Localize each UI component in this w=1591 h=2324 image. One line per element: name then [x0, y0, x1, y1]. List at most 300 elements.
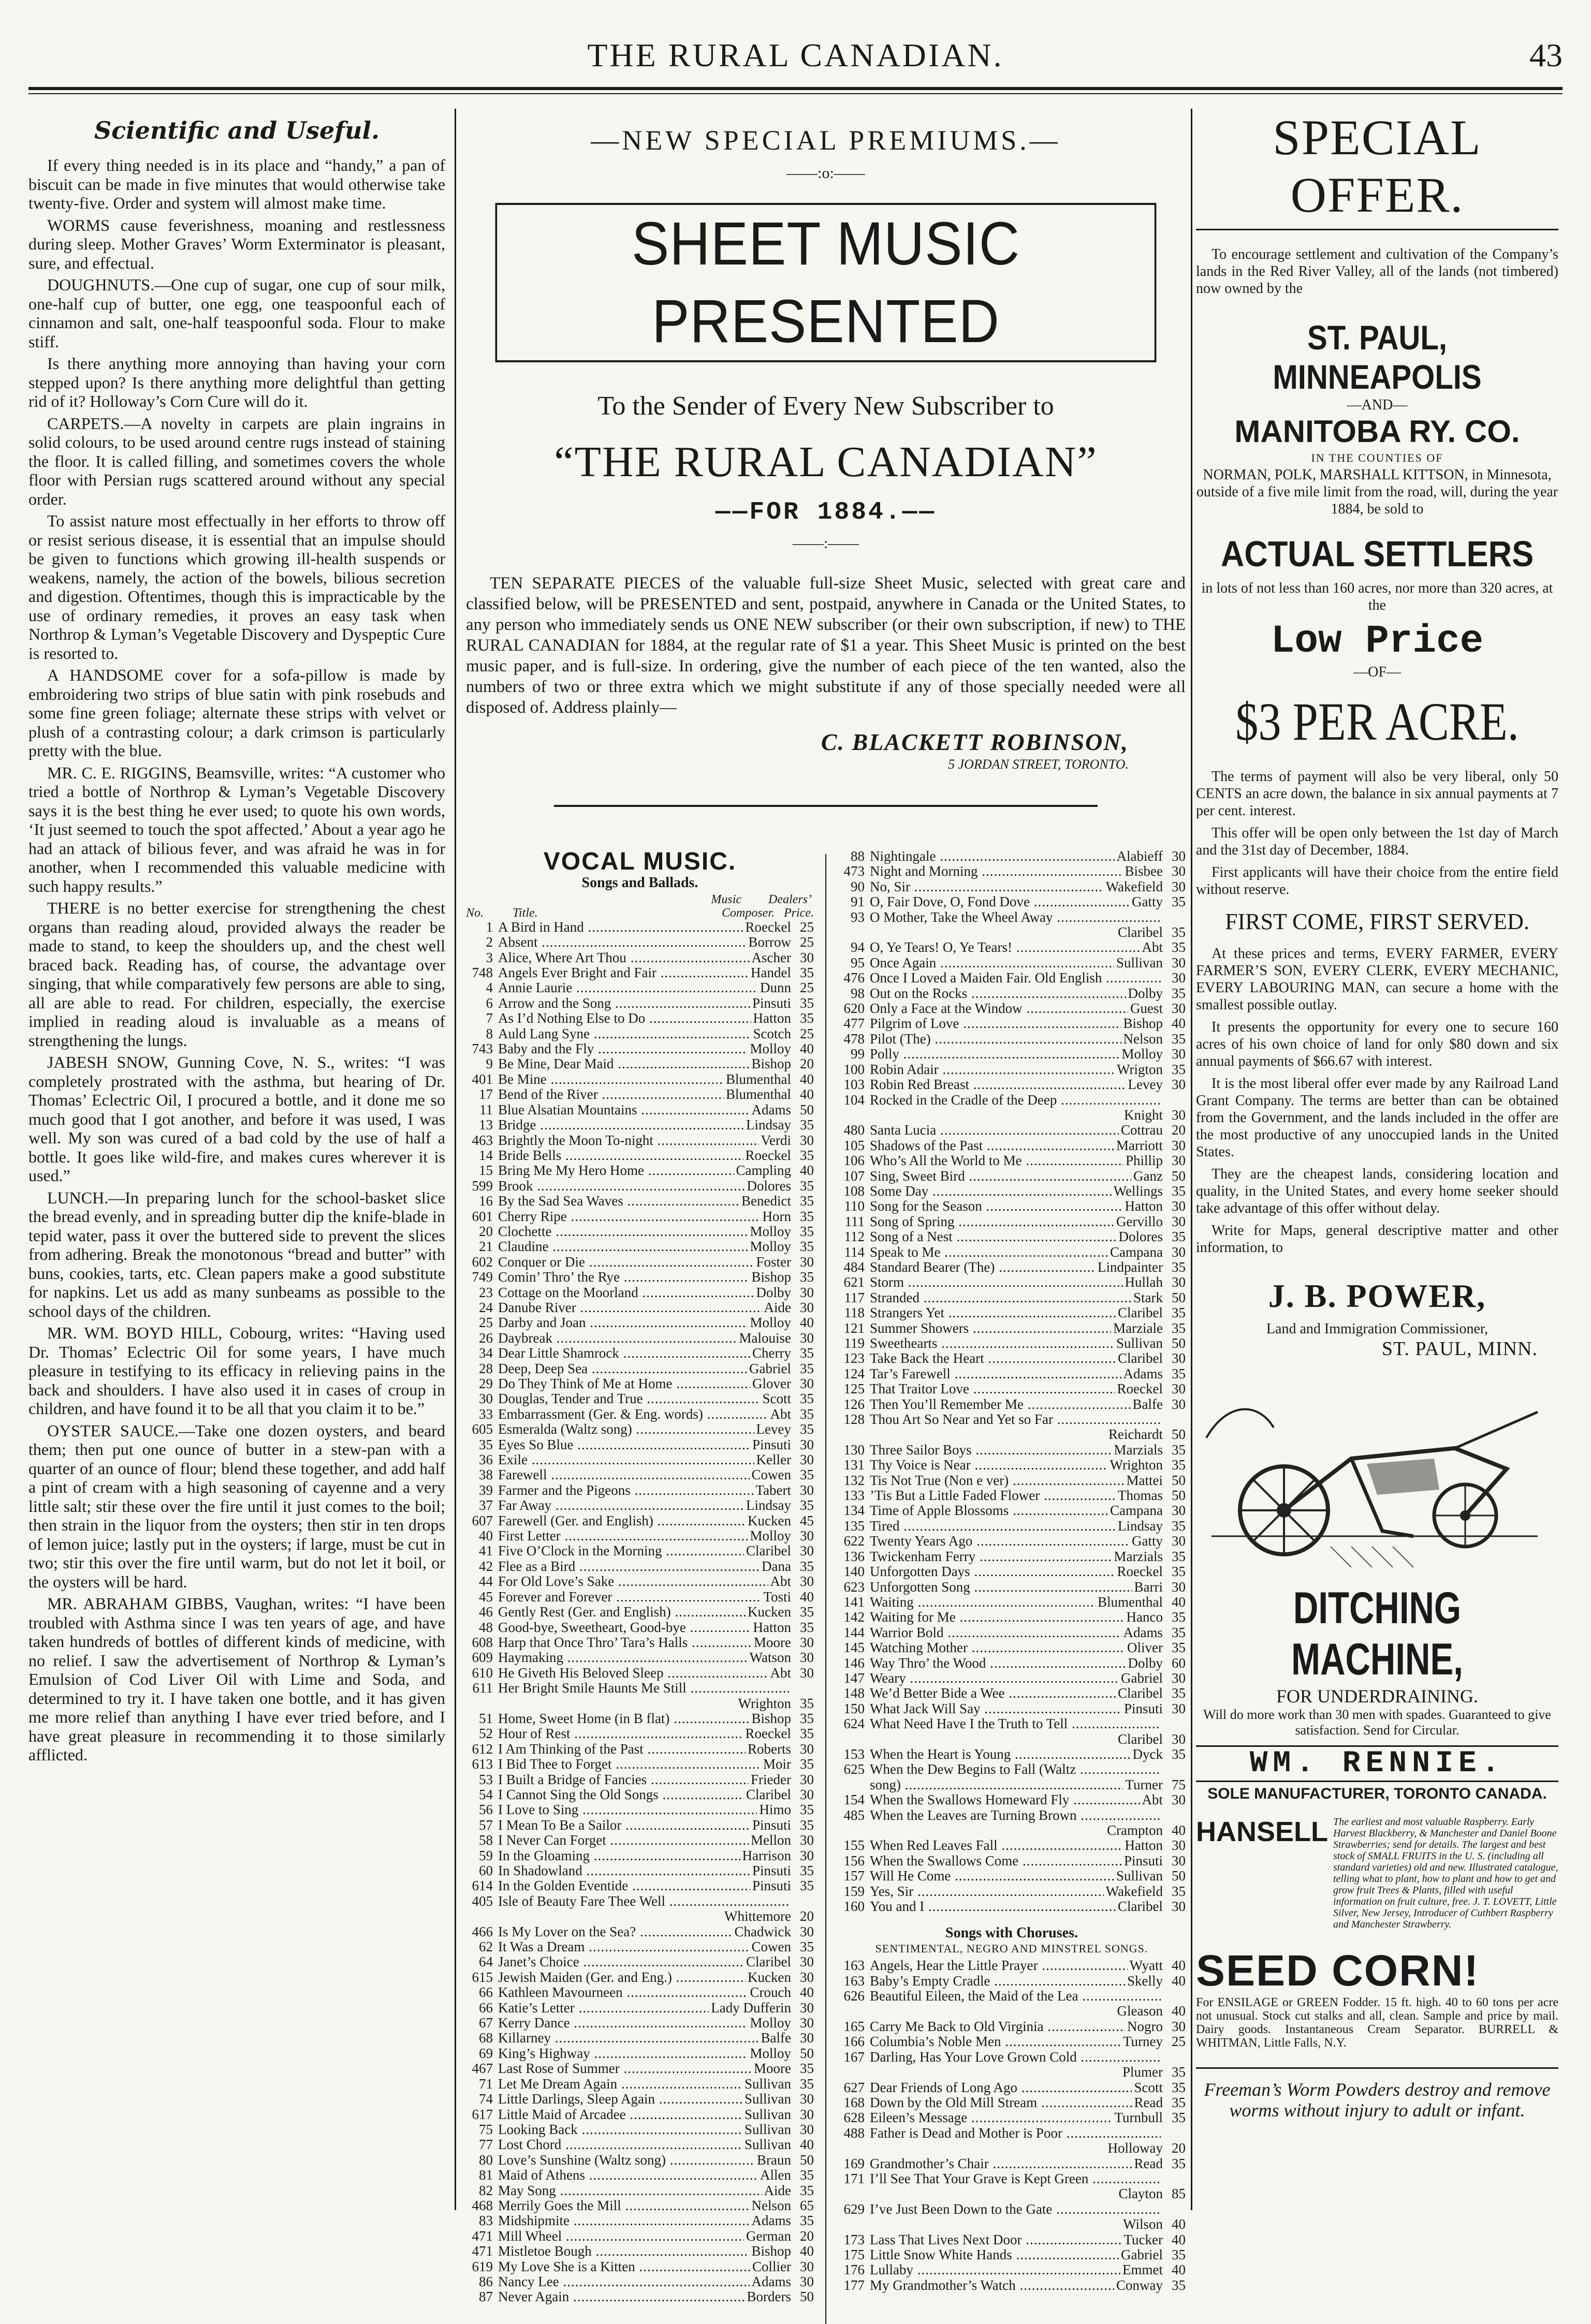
song-row	[838, 1884, 1186, 1899]
song-title: In the Gloaming .....	[498, 1848, 740, 1863]
song-title: Way Thro’ the Wood .....	[870, 1656, 1126, 1671]
song-composer: Himo	[757, 1802, 791, 1817]
song-row	[838, 1062, 1186, 1077]
song-composer: Hatton	[1123, 1838, 1163, 1853]
song-price: 35	[800, 1346, 814, 1361]
song-row	[838, 1671, 1186, 1686]
song-number: 37	[479, 1498, 493, 1513]
page-number: 43	[1529, 37, 1563, 73]
song-row	[466, 2183, 814, 2198]
song-price: 50	[1172, 1473, 1186, 1488]
song-number: 125	[843, 1381, 865, 1397]
song-row	[466, 1878, 814, 1893]
song-title: Midshipmite .....	[498, 2213, 750, 2228]
song-composer: Wrighton	[736, 1696, 791, 1711]
song-row	[466, 2001, 814, 2016]
song-number: 146	[843, 1655, 865, 1671]
song-price: 35	[800, 1757, 814, 1772]
song-title: Tis Not True (Non e ver) .....	[870, 1473, 1125, 1488]
song-row	[838, 1443, 1186, 1458]
song-number: 56	[479, 1802, 493, 1818]
song-row	[466, 1163, 814, 1178]
song-title: I Bid Thee to Forget .....	[498, 1757, 761, 1772]
song-title: Thy Voice is Near .....	[870, 1458, 1108, 1473]
song-row	[466, 1513, 814, 1528]
song-number: 150	[843, 1701, 865, 1716]
song-price: 30	[800, 2092, 814, 2107]
song-row	[466, 1285, 814, 1300]
song-price: 30	[1172, 1792, 1186, 1808]
song-price: 30	[800, 1787, 814, 1802]
song-row	[466, 1117, 814, 1132]
song-composer: Molloy	[748, 1528, 791, 1543]
song-number: 36	[479, 1452, 493, 1468]
song-title: Rocked in the Cradle of the Deep .....	[870, 1093, 1161, 1108]
song-number: 405	[472, 1893, 493, 1909]
song-title: Little Darlings, Sleep Again .....	[498, 2092, 742, 2107]
song-row	[838, 1732, 1186, 1747]
song-row	[466, 1650, 814, 1665]
song-row	[838, 1989, 1186, 2004]
song-title: When the Leaves are Turning Brown .....	[870, 1808, 1161, 1823]
song-title: Blue Alsatian Mountains .....	[498, 1102, 750, 1117]
song-number: 25	[479, 1315, 493, 1331]
song-number: 2	[486, 935, 493, 950]
song-number: 130	[843, 1442, 865, 1458]
song-price: 30	[1172, 1351, 1186, 1366]
song-number: 128	[843, 1412, 865, 1428]
song-number: 401	[472, 1071, 493, 1087]
song-number: 175	[843, 2247, 865, 2262]
song-number	[838, 1108, 870, 1123]
song-row	[838, 1958, 1186, 1973]
song-composer: Wrigton	[1115, 1062, 1163, 1077]
song-title: Forever and Forever .....	[498, 1590, 761, 1605]
song-row	[838, 2186, 1186, 2201]
song-list-right	[838, 849, 1186, 1914]
song-title: Flee as a Bird .....	[498, 1559, 760, 1574]
song-price: 35	[1172, 1031, 1186, 1047]
song-price: 30	[800, 1848, 814, 1863]
song-row	[466, 1422, 814, 1437]
song-row	[466, 2168, 814, 2183]
song-composer: Malouise	[737, 1331, 792, 1346]
song-number: 156	[843, 1853, 865, 1869]
song-composer: Benedict	[739, 1194, 791, 1209]
song-composer: Roeckel	[1115, 1564, 1163, 1579]
song-number: 7	[486, 1011, 493, 1026]
song-composer: Roeckel	[1115, 1381, 1163, 1396]
song-composer: Nelson	[750, 2198, 792, 2213]
song-row	[838, 2050, 1186, 2065]
song-price: 35	[1172, 1062, 1186, 1077]
song-number: 24	[479, 1300, 493, 1315]
song-price: 35	[800, 965, 814, 981]
song-title: Little Maid of Arcadee .....	[498, 2107, 742, 2122]
song-price: 30	[1172, 1503, 1186, 1519]
song-composer: Dolby	[754, 1285, 792, 1300]
song-title: Embarrassment (Ger. & Eng. words) .....	[498, 1407, 768, 1422]
song-number: 131	[843, 1458, 865, 1473]
song-price: 35	[1172, 1549, 1186, 1564]
song-number: 87	[479, 2289, 493, 2305]
vocal-heading: VOCAL MUSIC.	[543, 848, 737, 875]
song-number: 141	[843, 1594, 865, 1610]
song-number: 471	[472, 2228, 493, 2244]
song-title: Waiting for Me .....	[870, 1610, 1125, 1625]
song-composer: Molloy	[748, 1315, 791, 1330]
song-title: It Was a Dream .....	[498, 1939, 750, 1954]
song-row	[838, 1580, 1186, 1595]
song-row	[838, 1260, 1186, 1275]
song-title: Song of a Nest .....	[870, 1229, 1117, 1244]
song-number: 599	[472, 1178, 493, 1194]
song-title: Home, Sweet Home (in B flat) .....	[498, 1711, 749, 1726]
song-number: 16	[479, 1194, 493, 1209]
song-row	[466, 1848, 814, 1863]
song-composer: Abt	[768, 1407, 792, 1422]
song-row	[466, 1954, 814, 1969]
song-price: 50	[800, 2152, 814, 2168]
song-composer: Levey	[754, 1422, 791, 1437]
song-row	[466, 1970, 814, 1985]
song-number: 17	[479, 1087, 493, 1102]
song-row	[466, 1772, 814, 1787]
song-number: 95	[851, 955, 865, 970]
song-price: 30	[800, 1543, 814, 1559]
song-number	[838, 925, 870, 940]
song-title: Twickenham Ferry .....	[870, 1549, 1112, 1564]
song-row	[466, 1148, 814, 1163]
sole-manufacturer: SOLE MANUFACTURER, TORONTO CANADA.	[1207, 1785, 1547, 1802]
song-number	[838, 2217, 870, 2232]
song-title: Standard Bearer (The) .....	[870, 1260, 1096, 1275]
song-row	[838, 1701, 1186, 1716]
hansell-ad	[1196, 1816, 1558, 1930]
song-title: Beautiful Eileen, the Maid of the Lea .....	[870, 1989, 1161, 2004]
song-title: Nightingale .....	[870, 849, 1115, 864]
song-number: 71	[479, 2076, 493, 2092]
song-title: Do They Think of Me at Home .....	[498, 1376, 750, 1391]
song-row	[466, 2289, 814, 2304]
song-price	[791, 1894, 814, 1909]
song-number: 605	[472, 1422, 493, 1437]
song-row	[466, 1361, 814, 1376]
song-row	[466, 1391, 814, 1406]
song-title: A Bird in Hand .....	[498, 920, 743, 935]
song-title: No, Sir .....	[870, 879, 1104, 894]
prices-text: At these prices and terms, EVERY FARMER, EVERY FARMER’S SON, EVERY CLERK, EVERY MECHANIC, EVERY LABOURING MAN, can secure a home with the smallest possible outlay.	[1196, 946, 1558, 1013]
song-number: 614	[472, 1878, 493, 1894]
table-divider	[825, 854, 826, 2324]
song-composer: Hatton	[751, 1011, 792, 1026]
song-row	[466, 1102, 814, 1117]
song-number: 155	[843, 1838, 865, 1854]
song-title: Mistletoe Bough .....	[498, 2244, 749, 2259]
of-text: —OF—	[1353, 664, 1401, 680]
song-price: 35	[800, 1117, 814, 1133]
song-price: 35	[1172, 986, 1186, 1001]
song-composer: Molloy	[748, 2046, 791, 2061]
column-rule-left	[455, 109, 456, 2210]
song-price: 35	[1172, 2065, 1186, 2080]
song-row	[838, 1869, 1186, 1884]
song-title: Be Mine, Dear Maid .....	[498, 1056, 749, 1071]
song-number: 157	[843, 1869, 865, 1884]
song-title: What Need Have I the Truth to Tell .....	[870, 1716, 1161, 1731]
song-title: Lass That Lives Next Door .....	[870, 2232, 1121, 2247]
song-composer: Roeckel	[743, 1148, 791, 1163]
song-title: Baby and the Fly .....	[498, 1041, 748, 1056]
song-number: 123	[843, 1351, 865, 1366]
song-composer: Sullivan	[742, 2137, 791, 2152]
song-composer: Alabieff	[1115, 849, 1163, 864]
song-row	[838, 1001, 1186, 1016]
song-title: Time of Apple Blossoms .....	[870, 1503, 1108, 1518]
song-title: Tar’s Farewell .....	[870, 1366, 1121, 1381]
song-title: Darby and Joan .....	[498, 1315, 748, 1330]
song-row	[466, 1939, 814, 1954]
song-price: 30	[800, 1574, 814, 1590]
song-composer: Cherry	[750, 1346, 791, 1361]
song-title: Gently Rest (Ger. and English) .....	[498, 1605, 746, 1620]
song-title: Down by the Old Mill Stream .....	[870, 2095, 1132, 2110]
header-rule-thick	[28, 87, 1563, 90]
song-composer: Pinsuti	[1122, 1854, 1163, 1869]
song-composer: Sullivan	[1114, 1869, 1163, 1884]
song-row	[466, 1909, 814, 1924]
song-price: 35	[1172, 2247, 1186, 2262]
song-row	[466, 2137, 814, 2152]
song-title: When Red Leaves Fall .....	[870, 1838, 1123, 1853]
underdraining: FOR UNDERDRAINING.	[1276, 1686, 1478, 1707]
song-composer: Moore	[752, 2061, 791, 2076]
sheet-music-title: SHEET MUSIC PRESENTED	[495, 203, 1157, 362]
song-composer: Hatton	[751, 1620, 792, 1635]
song-composer: Roberts	[746, 1742, 791, 1757]
song-number: 466	[472, 1924, 493, 1939]
song-composer: Tucker	[1121, 2232, 1163, 2247]
song-title: Kerry Dance .....	[498, 2016, 748, 2031]
song-number: 100	[843, 1062, 865, 1077]
song-row	[838, 1366, 1186, 1381]
song-title: Weary .....	[870, 1671, 1119, 1686]
song-row	[838, 910, 1186, 925]
song-composer: Dolby	[1126, 1656, 1163, 1671]
song-number: 159	[843, 1884, 865, 1899]
song-row	[466, 965, 814, 980]
song-number: 82	[479, 2183, 493, 2198]
song-number: 29	[479, 1376, 493, 1391]
first-applicants: First applicants will have their choice from the entire field without reserve.	[1196, 864, 1558, 898]
song-row	[838, 1321, 1186, 1336]
song-title: Danube River .....	[498, 1300, 762, 1315]
song-composer: Conway	[1114, 2278, 1163, 2293]
song-composer: Wakefield	[1104, 1884, 1163, 1899]
song-price: 35	[800, 1605, 814, 1620]
song-price: 30	[1172, 1107, 1186, 1123]
song-title: By the Sad Sea Waves .....	[498, 1194, 739, 1209]
song-number: 34	[479, 1346, 493, 1361]
song-title: I’ve Just Been Down to the Gate .....	[870, 2202, 1161, 2217]
col-no: No.	[466, 906, 484, 920]
song-number: 39	[479, 1482, 493, 1498]
song-composer: Watson	[748, 1650, 791, 1665]
song-title: Who’s All the World to Me .....	[870, 1153, 1123, 1168]
song-price: 20	[800, 2228, 814, 2244]
song-number: 38	[479, 1467, 493, 1483]
song-row	[838, 1199, 1186, 1214]
song-number: 145	[843, 1640, 865, 1656]
song-title: Nancy Lee .....	[498, 2274, 750, 2289]
song-row	[838, 1473, 1186, 1488]
intro-text: To encourage settlement and cultivation of the Company’s lands in the Red River Valley, all of the lands (not timbered) now owned by the	[1196, 246, 1558, 297]
song-title: Lullaby .....	[870, 2262, 1120, 2277]
song-title: Hour of Rest .....	[498, 1726, 743, 1741]
song-price: 30	[800, 1741, 814, 1757]
song-number: 90	[851, 879, 865, 894]
song-number: 52	[479, 1726, 493, 1742]
article-paragraph: LUNCH.—In preparing lunch for the school-basket slice the bread evenly, and in spreading butter dip the knife-blade in tepid water, pass it over the buttered side to prevent the slices from adhering. Break the monotonous “bread and butter” with buns, cookies, tarts, etc. Clean papers make a good substitute for napkins. Let us add as many sunbeams as possible to the school days of the children.	[28, 1188, 445, 1320]
song-price: 20	[800, 1909, 814, 1924]
song-title: When the Swallows Come .....	[870, 1854, 1122, 1869]
song-composer: Bishop	[749, 1711, 791, 1726]
premiums-column	[466, 109, 1186, 2305]
col-music: Music	[711, 892, 742, 906]
song-composer: Ascher	[750, 950, 791, 965]
song-row	[466, 1635, 814, 1650]
song-title: Bring Me My Hero Home .....	[498, 1163, 734, 1178]
song-number: 8	[486, 1026, 493, 1041]
song-composer: Dolby	[1126, 986, 1163, 1001]
song-title: Song of Spring .....	[870, 1214, 1114, 1229]
song-title: Isle of Beauty Fare Thee Well .....	[498, 1894, 789, 1909]
song-number: 602	[472, 1254, 493, 1270]
song-title: First Letter .....	[498, 1528, 748, 1543]
song-title: In the Golden Eventide .....	[498, 1878, 750, 1893]
song-title: Daybreak .....	[498, 1331, 737, 1346]
song-number: 1	[486, 919, 493, 935]
scientific-column	[28, 116, 445, 1768]
song-row	[466, 1894, 814, 1909]
song-composer: Barri	[1132, 1580, 1163, 1595]
song-number	[838, 1427, 870, 1442]
article-paragraph: Is there anything more annoying than having your corn stepped upon? Is there anything more delightful than getting rid of it? Holloway’s Corn Cure will do it.	[28, 354, 445, 410]
song-price: 35	[800, 2213, 814, 2229]
song-row	[838, 2126, 1186, 2141]
song-price: 30	[1172, 1731, 1186, 1747]
song-price: 35	[1172, 1305, 1186, 1321]
song-number: 41	[479, 1543, 493, 1559]
song-price: 30	[800, 2031, 814, 2046]
song-row	[838, 955, 1186, 970]
song-composer: Gervillo	[1114, 1214, 1163, 1229]
song-number: 473	[843, 864, 865, 879]
song-row	[466, 1224, 814, 1239]
song-composer: Bisbee	[1123, 864, 1163, 879]
song-price: 35	[1172, 1183, 1186, 1199]
song-price	[1163, 1093, 1186, 1108]
song-row	[838, 1153, 1186, 1168]
song-price: 40	[1172, 2004, 1186, 2019]
song-price: 20	[800, 1056, 814, 1072]
song-number: 28	[479, 1361, 493, 1376]
song-price: 25	[800, 919, 814, 935]
song-row	[838, 1610, 1186, 1625]
song-row	[838, 1974, 1186, 1989]
song-price: 40	[1172, 2232, 1186, 2247]
song-title: Shadows of the Past .....	[870, 1138, 1114, 1153]
song-row	[838, 2156, 1186, 2171]
song-price: 40	[1172, 2217, 1186, 2232]
song-number: 62	[479, 1939, 493, 1955]
song-number: 51	[479, 1711, 493, 1726]
song-price: 50	[800, 1102, 814, 1117]
song-title: Clochette .....	[498, 1224, 748, 1239]
song-price: 30	[1172, 955, 1186, 970]
song-composer: Sullivan	[742, 2122, 791, 2137]
song-title: Eyes So Blue .....	[498, 1437, 750, 1452]
song-title: Storm .....	[870, 1275, 1123, 1290]
article-paragraph: MR. C. E. RIGGINS, Beamsville, writes: “A customer who tried a bottle of Northrop & Lyman’s Vegetable Discovery says it is the best thing he ever used; to quote his own words, ‘It just seemed to touch the spot affected.’ About a year ago he had an attack of bilious fever, and was afraid he was in for another, when I recommended this valuable medicine with such happy results.”	[28, 763, 445, 895]
song-price: 30	[800, 1132, 814, 1148]
song-title: Farewell (Ger. and English) .....	[498, 1513, 746, 1528]
song-title: Five O’Clock in the Morning .....	[498, 1543, 744, 1558]
song-row	[466, 1543, 814, 1558]
song-title: Is My Lover on the Sea? .....	[498, 1924, 733, 1939]
song-number	[838, 2186, 870, 2201]
song-number: 134	[843, 1503, 865, 1519]
song-price: 35	[1172, 1746, 1186, 1762]
song-price: 35	[1172, 1320, 1186, 1336]
song-title: Alice, Where Art Thou .....	[498, 950, 750, 965]
song-title: Auld Lang Syne .....	[498, 1026, 751, 1041]
special-offer-title: SPECIAL OFFER.	[1273, 110, 1482, 223]
song-title: Be Mine .....	[498, 1072, 724, 1087]
song-composer: Glover	[750, 1376, 791, 1391]
song-price	[1163, 1412, 1186, 1427]
song-title: Comin’ Thro’ the Rye .....	[498, 1270, 749, 1285]
song-composer: Dunn	[758, 980, 791, 995]
song-price: 30	[800, 1924, 814, 1939]
song-title: Haymaking .....	[498, 1650, 748, 1665]
song-price: 40	[1172, 1973, 1186, 1989]
song-composer: Moir	[761, 1757, 791, 1772]
song-price: 30	[800, 1772, 814, 1787]
mid-divider	[554, 805, 1098, 807]
song-row	[838, 1777, 1186, 1792]
song-number	[838, 1777, 870, 1792]
song-price: 35	[800, 1498, 814, 1513]
song-composer: Blumenthal	[1096, 1595, 1163, 1610]
song-number: 48	[479, 1620, 493, 1635]
song-price: 35	[800, 1817, 814, 1833]
song-price: 35	[1172, 1442, 1186, 1458]
song-number: 477	[843, 1016, 865, 1032]
song-number: 153	[843, 1746, 865, 1762]
song-price: 50	[1172, 1336, 1186, 1351]
song-number: 15	[479, 1163, 493, 1179]
ditching-machine-illustration	[1196, 1381, 1558, 1583]
song-composer: Handel	[749, 965, 791, 980]
song-row	[838, 2065, 1186, 2080]
song-row	[838, 1351, 1186, 1366]
song-price: 30	[800, 1452, 814, 1468]
song-title: Will He Come .....	[870, 1869, 1114, 1884]
song-composer: Molloy	[1119, 1047, 1163, 1062]
ditching-machine-title: DITCHING MACHINE,	[1291, 1583, 1463, 1684]
song-composer: Wakefield	[1104, 879, 1163, 894]
